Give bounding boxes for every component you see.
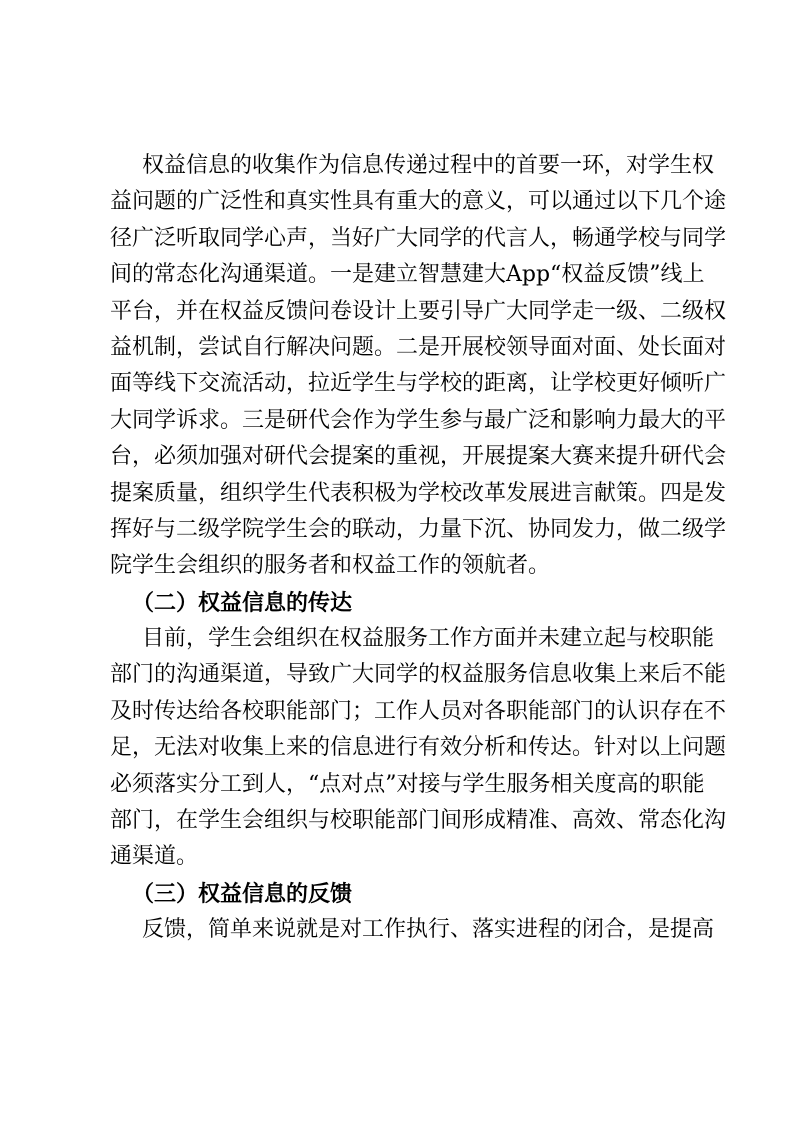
paragraph-line: 反馈，简单来说就是对工作执行、落实进程的闭合，是提高 xyxy=(142,917,715,943)
paragraph-line: 提案质量，组织学生代表积极为学校改革发展进言献策。四是发 xyxy=(110,480,727,506)
paragraph-line: 院学生会组织的服务者和权益工作的领航者。 xyxy=(110,553,551,579)
paragraph-line: 足，无法对收集上来的信息进行有效分析和传达。针对以上问题 xyxy=(110,735,727,761)
paragraph-line: 台，必须加强对研代会提案的重视，开展提案大赛来提升研代会 xyxy=(110,444,727,470)
paragraph-line: 面等线下交流活动，拉近学生与学校的距离，让学校更好倾听广 xyxy=(110,371,727,397)
paragraph-line: 平台，并在权益反馈问卷设计上要引导广大同学走一级、二级权 xyxy=(110,298,727,324)
paragraph-line: 通渠道。 xyxy=(110,844,199,870)
paragraph-line: 目前，学生会组织在权益服务工作方面并未建立起与校职能 xyxy=(142,626,715,652)
section-heading-feedback: （三）权益信息的反馈 xyxy=(132,880,353,907)
paragraph-line: 及时传达给各校职能部门；工作人员对各职能部门的认识存在不 xyxy=(110,698,727,724)
paragraph-line: 挥好与二级学院学生会的联动，力量下沉、协同发力，做二级学 xyxy=(110,516,727,542)
paragraph-line: 径广泛听取同学心声，当好广大同学的代言人，畅通学校与同学 xyxy=(110,225,727,251)
paragraph-line: 益问题的广泛性和真实性具有重大的意义，可以通过以下几个途 xyxy=(110,189,727,215)
document-body xyxy=(110,148,727,949)
paragraph-rights-info-feedback xyxy=(110,912,715,948)
paragraph-line: 间的常态化沟通渠道。一是建立智慧建大App“权益反馈”线上 xyxy=(110,262,705,288)
paragraph-rights-info-collection xyxy=(110,148,727,585)
paragraph-line: 部门，在学生会组织与校职能部门间形成精准、高效、常态化沟 xyxy=(110,808,727,834)
paragraph-line: 必须落实分工到人，“点对点”对接与学生服务相关度高的职能 xyxy=(110,771,705,797)
paragraph-line: 益机制，尝试自行解决问题。二是开展校领导面对面、处长面对 xyxy=(110,334,727,360)
paragraph-line: 部门的沟通渠道，导致广大同学的权益服务信息收集上来后不能 xyxy=(110,662,727,688)
section-heading-transmission: （二）权益信息的传达 xyxy=(132,589,353,616)
paragraph-line: 权益信息的收集作为信息传递过程中的首要一环，对学生权 xyxy=(142,153,715,178)
paragraph-rights-info-transmission xyxy=(110,621,727,876)
paragraph-line: 大同学诉求。三是研代会作为学生参与最广泛和影响力最大的平 xyxy=(110,407,727,433)
